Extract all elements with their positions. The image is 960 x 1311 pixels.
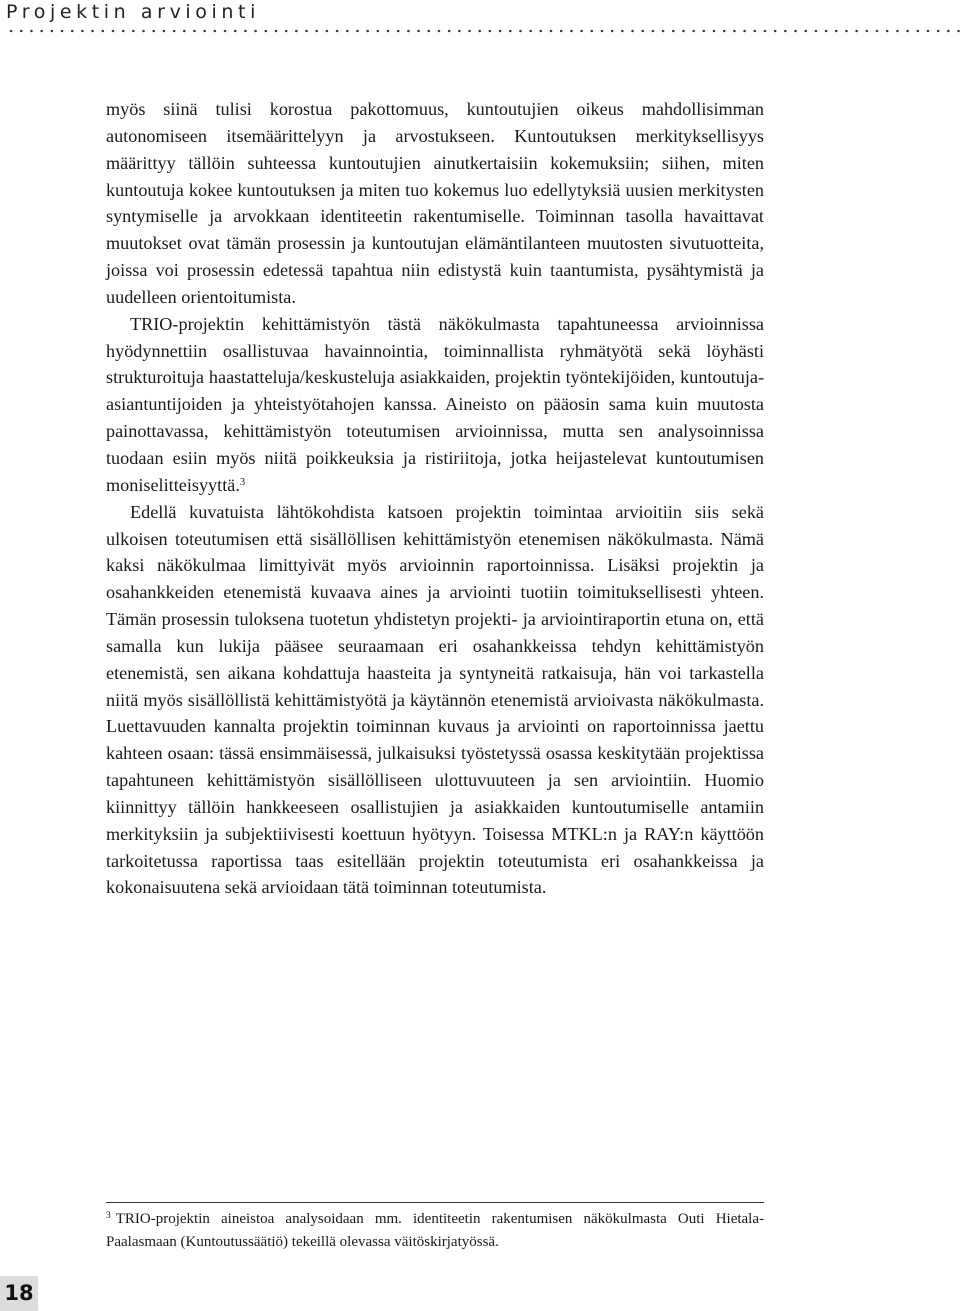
footnote-separator <box>106 1202 764 1203</box>
paragraph-2-text: TRIO-projektin kehittämistyön tästä näkökulmasta tapahtuneessa arvioinnissa hyödynnettiin osallistuvaa havainnointia, toiminnallista ryhmätyötä sekä löyhästi strukturoituja haastatteluja/keskusteluja asiakkaiden, projektin työntekijöiden, kuntoutuja-asiantuntijoiden ja yhteistyötahojen kanssa. Aineisto on pääosin sama kuin muutosta painottavassa, kehittämistyön toteutumisen arvioinnissa, mutta sen analysoinnissa tuodaan esiin myös niitä poikkeuksia ja ristiriitoja, jotka heijastelevat kuntoutumisen moniselitteisyyttä. <box>106 313 764 495</box>
body-text <box>106 96 764 901</box>
header-dotted-rule <box>6 29 960 33</box>
paragraph-2 <box>106 311 764 499</box>
page-number: 18 <box>0 1276 38 1311</box>
paragraph-1: myös siinä tulisi korostua pakottomuus, kuntoutujien oikeus mahdollisimman autonomiseen itsemäärittelyyn ja arvostukseen. Kuntoutuksen merkityksellisyys määrittyy tällöin suhteessa kuntoutujien ainutkertaisiin kokemuksiin; siihen, miten kuntoutuja kokee kuntoutuksen ja miten tuo kokemus luo edellytyksiä uusien merkitysten syntymiselle ja arvokkaan identiteetin rakentumiselle. Toiminnan tasolla havaittavat muutokset ovat tämän prosessin ja kuntoutujan elämäntilanteen muutosten sivutuotteita, joissa voi prosessin edetessä tapahtua niin edistystä kuin taantumista, pysähtymistä ja uudelleen orientoitumista. <box>106 99 764 307</box>
paragraph-3: Edellä kuvatuista lähtökohdista katsoen projektin toimintaa arvioitiin siis sekä ulkoisen toteutumisen että sisällöllisen kehittämistyön etenemisen näkökulmasta. Nämä kaksi näkökulmaa limittyivät myös arvioinnin raportoinnissa. Lisäksi projektin ja osahankkeiden etenemistä kuvaava aines ja arviointi tuotiin toimituksellisesti yhteen. Tämän prosessin tuloksena tuotetun yhdistetyn projekti- ja arviointiraportin etuna on, että samalla kun lukija pääsee seuraamaan eri osahankkeissa tehdyn kehittämistyön etenemistä, sen aikana kohdattuja haasteita ja syntyneitä ratkaisuja, hän voi tarkastella niitä myös sisällöllistä kehittämistyötä ja käytännön etenemistä arvioivasta näkökulmasta. Luettavuuden kannalta projektin toiminnan kuvaus ja arviointi on raportoinnissa jaettu kahteen osaan: tässä ensimmäisessä, julkaisuksi työstetyssä osassa keskitytään projektissa tapahtuneen kehittämistyön sisällölliseen ulottuvuuteen ja sen arviointiin. Huomio kiinnittyy tällöin hankkeeseen osallistujien ja asiakkaiden kuntoutumiselle antamiin merkityksiin ja subjektiivisesti koettuun hyötyyn. Toisessa MTKL:n ja RAY:n käyttöön tarkoitetussa raportissa taas esitellään projektin toteutumista eri osahankkeissa ja kokonaisuutena sekä arvioidaan tätä toiminnan toteutumista. <box>106 501 764 898</box>
footnote <box>106 1208 764 1253</box>
footnote-text: TRIO-projektin aineistoa analysoidaan mm. identiteetin rakentumisen näkökulmasta Outi Hietala-Paalasmaan (Kuntoutussäätiö) tekeillä olevassa väitöskirjatyössä. <box>106 1211 764 1250</box>
footnote-number: 3 <box>106 1211 111 1221</box>
running-header-title: Projektin arviointi <box>6 1 260 23</box>
footnote-reference: 3 <box>239 476 246 488</box>
